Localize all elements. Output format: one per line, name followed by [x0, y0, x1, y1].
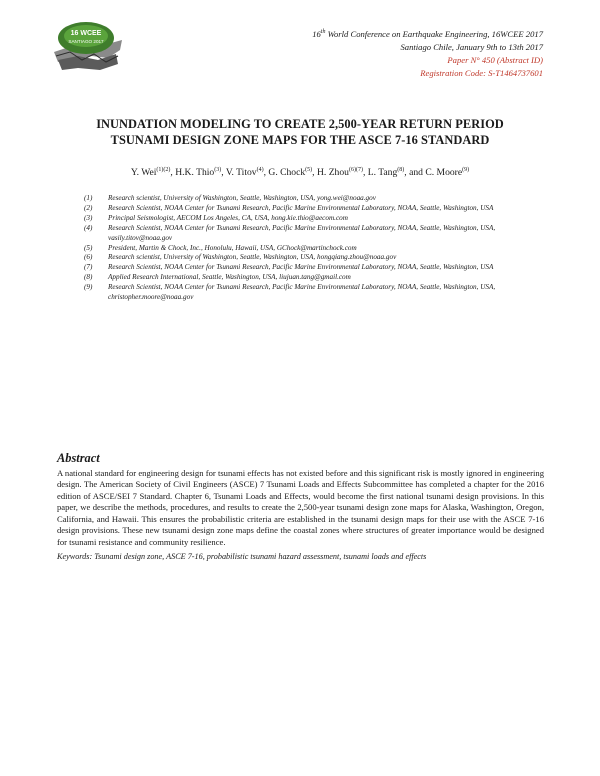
conference-header	[243, 26, 543, 80]
author-name: H.K. Thio	[175, 167, 215, 179]
author	[317, 167, 368, 178]
author-affiliation-ref: (9)	[462, 167, 470, 173]
conference-number: 16	[312, 28, 321, 39]
author-affiliation-ref: (3)	[214, 167, 222, 173]
author-separator: , and	[404, 167, 426, 179]
conference-logo	[48, 16, 126, 74]
affiliation-text: Research Scientist, NOAA Center for Tsunami Research, Pacific Marine Environmental Laboratory, NOAA, Seattle, Washington, USA	[108, 263, 494, 272]
affiliation-number: (3)	[84, 213, 93, 222]
affiliation-number: (5)	[84, 243, 93, 252]
author	[226, 167, 269, 178]
author-name: V. Titov	[225, 167, 257, 179]
author-affiliation-ref: (6)(7)	[348, 167, 363, 173]
author-separator: ,	[263, 167, 269, 179]
author-separator: ,	[312, 167, 317, 179]
abstract-heading: Abstract	[57, 451, 100, 465]
author	[268, 167, 317, 178]
affiliation-item	[84, 263, 534, 273]
author-affiliation-ref: (1)(2)	[156, 167, 171, 173]
author-name: Y. Wei	[130, 167, 157, 179]
conference-name	[243, 26, 543, 41]
affiliation-number: (9)	[84, 283, 93, 292]
affiliation-text: President, Martin & Chock, Inc., Honolulu, Hawaii, USA, GChock@martinchock.com	[108, 243, 357, 252]
affiliation-item	[84, 244, 534, 254]
affiliation-number: (4)	[84, 223, 93, 232]
affiliation-number: (2)	[84, 203, 93, 212]
author-list	[40, 164, 560, 179]
affiliation-text: Research scientist, University of Washington, Seattle, Washington, USA, hongqiang.zhou@noaa.gov	[108, 253, 397, 262]
abstract-paragraph: A national standard for engineering design for tsunami effects has not existed before and this significant risk is mostly ignored in engineering design. The American Society of Civil Engineers (ASCE) 7 Tsunami Loads and Effects Subcommittee has completed a chapter for the 2016 edition of ASCE/SEI 7 Standard. Chapter 6, Tsunami Loads and Effects, would become the first national tsunami design provisions. In this paper, we describe the methods, procedures, and results to create the 2,500-year tsunami design zone maps for Alaska, Washington, Oregon, California, and Hawaii. This ensures the probabilistic criteria are established in the tsunami design maps for their use with the ASCE 7-16 design provisions. These new tsunami design zone maps define the coastal zones where structures of greater importance would be designed for tsunami resistance and community resilience.	[57, 468, 544, 547]
logo-text-top: 16 WCEE	[70, 30, 102, 37]
paper-title	[40, 116, 560, 148]
title-line-1: INUNDATION MODELING TO CREATE 2,500-YEAR RETURN PERIOD	[96, 117, 504, 131]
affiliation-item	[84, 273, 534, 283]
affiliation-text: Principal Seismologist, AECOM Los Angeles, CA, USA, hong.kie.thio@aecom.com	[108, 213, 348, 222]
affiliation-text: Applied Research International, Seattle, Washington, USA, liujuan.tang@gmail.com	[108, 273, 351, 282]
affiliation-number: (7)	[84, 263, 93, 272]
author	[175, 167, 226, 178]
keywords: Keywords: Tsunami design zone, ASCE 7-16, probabilistic tsunami hazard assessment, tsunami loads and effects	[57, 552, 427, 562]
conference-suffix: th	[320, 29, 326, 35]
author	[368, 167, 426, 178]
affiliation-text: Research Scientist, NOAA Center for Tsunami Research, Pacific Marine Environmental Laboratory, NOAA, Seattle, Washington, USA	[108, 203, 494, 212]
affiliation-text: Research Scientist, NOAA Center for Tsunami Research, Pacific Marine Environmental Laboratory, NOAA, Seattle, Washington, USA, vasily.titov@noaa.gov	[108, 223, 496, 242]
logo-text-bottom: SANTIAGO 2017	[68, 39, 104, 44]
affiliation-item	[84, 204, 534, 214]
conference-rest: World Conference on Earthquake Engineering, 16WCEE 2017	[325, 28, 543, 39]
title-line-2: TSUNAMI DESIGN ZONE MAPS FOR THE ASCE 7-16 STANDARD	[110, 133, 490, 147]
abstract-body	[57, 468, 544, 562]
author-name: C. Moore	[425, 167, 463, 179]
author-name: G. Chock	[268, 167, 306, 179]
affiliation-item	[84, 214, 534, 224]
paper-number: Paper N° 450 (Abstract ID)	[447, 54, 543, 65]
registration-code: Registration Code: S-T1464737601	[420, 67, 543, 78]
affiliation-number: (8)	[84, 273, 93, 282]
author-separator: ,	[221, 167, 226, 179]
author-name: H. Zhou	[316, 167, 349, 179]
author-affiliation-ref: (5)	[305, 167, 313, 173]
affiliation-text: Research Scientist, NOAA Center for Tsunami Research, Pacific Marine Environmental Laboratory, NOAA, Seattle, Washington, USA, christopher.moore@noaa.gov	[108, 283, 496, 302]
author-name: L. Tang	[367, 167, 398, 179]
author	[131, 167, 175, 178]
affiliation-text: Research scientist, University of Washington, Seattle, Washington, USA, yong.wei@noaa.gov	[108, 194, 376, 202]
affiliation-number: (1)	[84, 194, 93, 202]
affiliation-item	[84, 253, 534, 263]
affiliation-list	[84, 194, 534, 303]
author-affiliation-ref: (4)	[256, 167, 264, 173]
author-affiliation-ref: (8)	[397, 167, 405, 173]
affiliation-item	[84, 194, 534, 204]
location-dates: Santiago Chile, January 9th to 13th 2017	[400, 41, 543, 52]
affiliation-item	[84, 283, 534, 303]
author	[425, 167, 469, 178]
affiliation-number: (6)	[84, 253, 93, 262]
author-separator: ,	[362, 167, 368, 179]
affiliation-item	[84, 224, 534, 244]
author-separator: ,	[170, 167, 176, 179]
logo-graphic	[48, 16, 126, 74]
